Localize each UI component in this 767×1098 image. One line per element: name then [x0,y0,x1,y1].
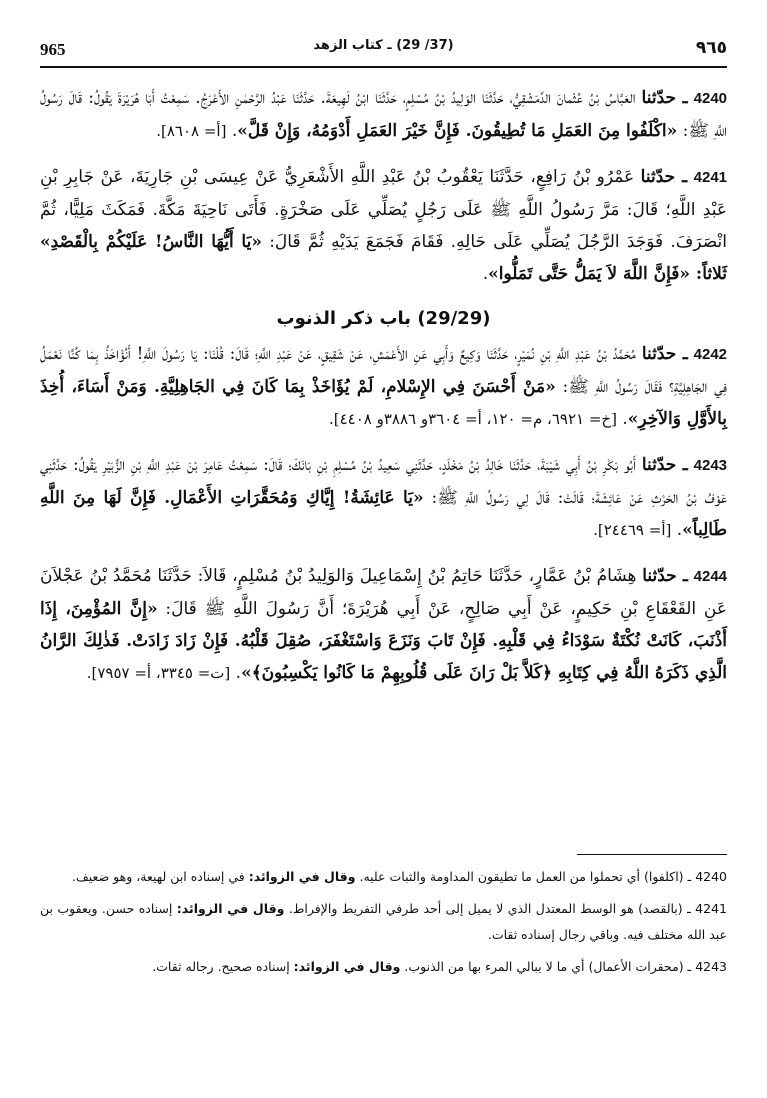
hadith-number: 4240 [693,90,728,107]
hadith-reference: [أ= ٢٤٤٦٩]. [593,521,672,539]
hadith-4243 [40,449,727,546]
footnote-text: هو الوسط المعتدل الذي لا يميل إلى أحد طرفي التفريط والإفراط. [284,901,639,916]
hadith-isnad: عَمْرُو بْنُ رَافِعٍ، حَدَّثَنَا يَعْقُوبُ بْنُ عَبْدِ اللَّهِ الأَشْعَرِيُّ عَنْ عِيسَى بْنِ جَارِيَةَ، عَنْ جَابِرِ بْنِ عَبْدِ اللَّهِ؛ قَالَ: مَرَّ رَسُولُ اللَّهِ ﷺ عَلَى رَجُلٍ يُصَلِّي عَلَى صَخْرَةٍ. فَأَتَى نَاحِيَةَ مَكَّةَ. فَمَكَثَ مَلِيًّا، ثُمَّ انْصَرَفَ. فَوَجَدَ الرَّجُلَ يُصَلِّي عَلَى حَالِهِ. فَقَامَ فَجَمَعَ يَدَيْهِ ثُمَّ قَالَ: [40,167,727,252]
hadith-isnad: أَبُو بَكْرِ بْنُ أَبِي شَيْبَةَ، حَدَّثَنَا خَالِدُ بْنُ مَخْلَدٍ، حَدَّثَنِي سَعِيدُ بْنُ مُسْلِمِ بْنِ بَانَكَ؛ قَالَ: سَمِعْتُ عَامِرَ بْنَ عَبْدِ اللَّهِ بْنِ الزُّبَيْرِ يَقُولُ: حَدَّثَنِي عَوْفُ بْنُ الحَرْثِ عَنْ عَائِشَةَ؛ قَالَتْ: قَالَ لِي رَسُولُ اللَّهِ ﷺ: [40,455,727,508]
footnote-text: أي تحملوا من العمل ما تطيقون المداومة والثبات عليه. [355,869,644,884]
hadith-4242 [40,338,727,435]
main-text [40,82,727,703]
hadith-matn: «مَنْ أَحْسَنَ فِي الإِسْلامِ، لَمْ يُؤَاخَذْ بِمَا كَانَ فِي الجَاهِلِيَّةِ. وَمَنْ أَسَاءَ، أُخِذَ بِالأَوَّلِ وَالآخِرِ» [40,377,727,429]
footnote-4240 [40,864,727,890]
hadith-number: 4244 [693,568,728,585]
footnote-4241 [40,896,727,948]
hadith-reference: [ت= ٣٣٤٥، أ= ٧٩٥٧]. [86,664,231,682]
footnote-rest: إسناده حسن. ويعقوب بن عبد الله مختلف فيه. وباقي رجال إسناده ثقات. [40,901,727,942]
footnote-source: وقال في الزوائد: [176,901,285,916]
hadith-number: 4242 [693,346,728,363]
page-header [40,28,727,68]
footnote-4243 [40,954,727,980]
hadith-punct: . [482,264,489,284]
page-number-arabic: ٩٦٥ [695,38,727,58]
footnote-number: 4241 [695,901,727,916]
footnote-rest: في إسناده ابن لهيعة، وهو ضعيف. [71,869,249,884]
footnote-term: ـ (اكلفوا) [643,869,692,884]
header-rule [40,66,727,68]
footnote-rule [577,854,727,855]
hadith-reference: [خ= ٦٩٢١، م= ١٢٠، أ= ٣٦٠٤و ٣٨٨٦و ٤٤٠٨]. [328,410,617,428]
hadith-lead: ـ حدّثنا [641,344,688,364]
footnote-number: 4240 [695,869,727,884]
hadith-lead: ـ حدّثنا [641,88,688,108]
page-number-latin: 965 [40,40,66,59]
footnote-source: وقال في الزوائد: [248,869,356,884]
hadith-matn: «إِنَّ المُؤْمِنَ، إِذَا أَذْنَبَ، كَانَتْ نُكْتَةٌ سَوْدَاءُ فِي قَلْبِهِ. فَإِنْ تَابَ وَنَزَعَ وَاسْتَغْفَرَ، صُقِلَ قَلْبُهُ. فَإِنْ زَادَ زَادَتْ. فَذٰلِكَ الرَّانُ الَّذِي ذَكَرَهُ اللَّهُ فِي كِتَابِهِ ﴿كَلاَّ بَلْ رَانَ عَلَى قُلُوبِهِمْ مَا كَانُوا يَكْسِبُونَ﴾» [40,599,727,683]
footnotes [40,864,727,986]
hadith-punct: . [226,121,238,141]
footnote-rest: إسناده صحيح. رجاله ثقات. [152,959,294,974]
hadith-4244 [40,560,727,689]
hadith-4240 [40,82,727,147]
hadith-matn: «اكْلَفُوا مِنَ العَمَلِ مَا تُطِيقُونَ. فَإِنَّ خَيْرَ العَمَلِ أَدْوَمُهُ، وَإِنْ قَلَّ» [237,121,678,141]
hadith-punct: . [671,520,683,540]
hadith-isnad: مُحَمَّدُ بْنُ عَبْدِ اللَّهِ بْنِ نُمَيْرٍ، حَدَّثَنَا وَكِيعٌ وَأَبِي عَنِ الأَعْمَشِ، عَنْ شَقِيقٍ، عَنْ عَبْدِ اللَّهِ؛ قَالَ: قُلْنَا: يَا رَسُولَ اللَّهِ! أَنُؤَاخَذُ بِمَا كُنَّا نَعْمَلُ فِي الجَاهِلِيَّةِ؟ فَقَالَ رَسُولُ اللَّهِ ﷺ: [40,344,728,397]
hadith-punct: . [230,663,242,683]
running-title: (37/ 29) ـ كتاب الزهد [313,38,454,53]
footnote-number: 4243 [695,959,727,974]
hadith-reference: [أ= ٨٦٠٨]. [156,122,227,140]
hadith-matn: «يَا أَيُّهَا النَّاسُ! عَلَيْكُمْ بِالْقَصْدِ» ثَلاثاً: «فَإِنَّ اللَّهَ لاَ يَمَلُّ حَتَّى تَمَلُّوا» [40,232,727,284]
hadith-lead: ـ حدّثنا [642,566,688,586]
footnote-term: ـ (بالقصد) [638,901,691,916]
hadith-punct: . [616,409,628,429]
footnote-term: ـ (محقرات الأعمال) [588,959,692,974]
hadith-4241 [40,161,727,290]
hadith-isnad: العَبَّاسُ بْنُ عُثْمانَ الدِّمَشْقِيُّ، حَدَّثَنَا الوَلِيدُ بْنُ مُسْلِمٍ، حَدَّثَنَا ابْنُ لَهِيعَةَ. حَدَّثَنَا عَبْدُ الرَّحْمٰنِ الأَعْرَجُ. سَمِعْتُ أَبَا هُرَيْرَةَ يَقُولُ: قَالَ رَسُولُ اللَّهِ ﷺ: [40,88,727,141]
hadith-matn: «يَا عَائِشَةُ! إِيَّاكِ وَمُحَقَّرَاتِ الأَعْمَالِ. فَإِنَّ لَهَا مِنَ اللَّهِ طَالِباً» [40,488,727,540]
hadith-isnad: هِشَامُ بْنُ عَمَّارٍ، حَدَّثَنَا حَاتِمُ بْنُ إِسْمَاعِيلَ وَالوَلِيدُ بْنُ مُسْلِمٍ، قَالاَ: حَدَّثَنَا مُحَمَّدُ بْنُ عَجْلاَنَ عَنِ القَعْقَاعِ بْنِ حَكِيمٍ، عَنْ أَبِي صَالِحٍ، عَنْ أَبِي هُرَيْرَةَ؛ أَنَّ رَسُولَ اللَّهِ ﷺ قَالَ: [40,566,728,619]
footnote-source: وقال في الزوائد: [293,959,401,974]
hadith-lead: ـ حدّثنا [640,167,688,187]
chapter-title: (29/29) باب ذكر الذنوب [276,308,491,329]
hadith-lead: ـ حدّثنا [641,455,688,475]
hadith-number: 4241 [693,169,728,186]
hadith-number: 4243 [693,457,728,474]
footnote-text: أي ما لا يبالي المرء بها من الذنوب. [400,959,589,974]
